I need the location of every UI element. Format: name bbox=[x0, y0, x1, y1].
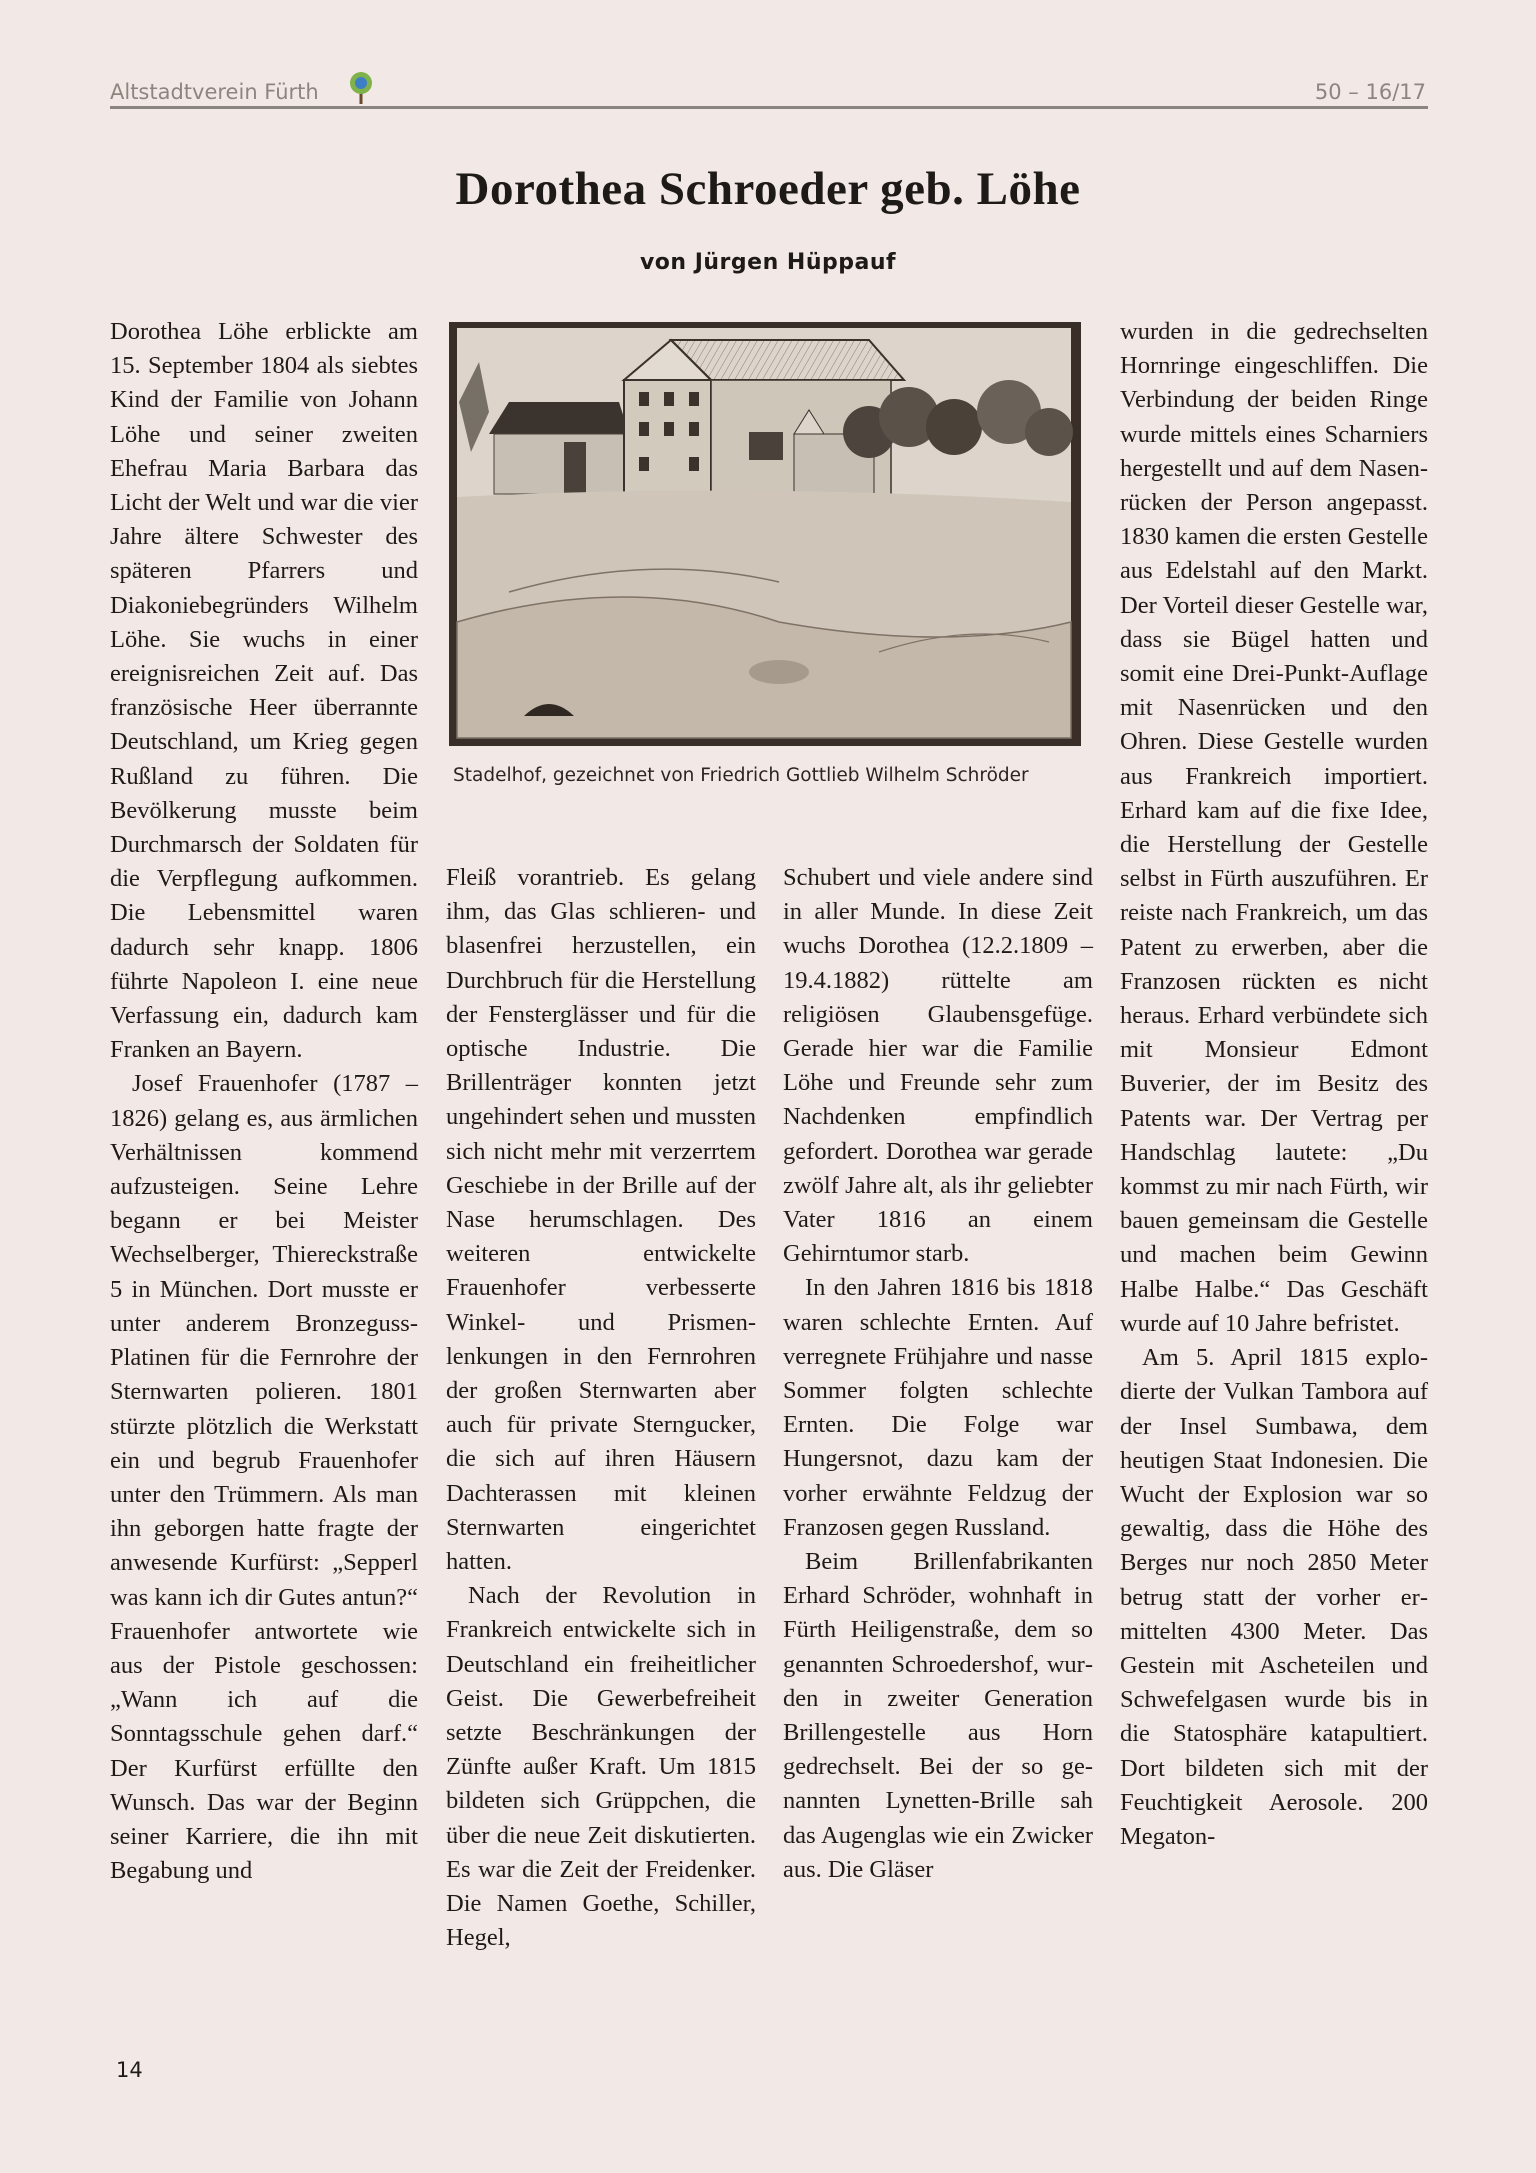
paragraph: Josef Frauenhofer (1787 – 1826) gelang es, aus ärmlichen Verhältnissen kommend aufzusteigen. Seine Lehre begann er bei Meister Wechselberger, Thiereckstraße 5 in München. Dort musste er unter anderem Bronzeguss-Platinen für die Fernrohre der Sternwarten polieren. 1801 stürzte plötzlich die Werkstatt ein und begrub Frauenhofer unter den Trümmern. Als man ihn geborgen hatte fragte der anwesende Kurfürst: „Sepperl was kann ich dir Gutes antun?“ Frauenhofer antwortete wie aus der Pistole geschossen: „Wann ich auf die Sonntagsschule gehen darf.“ Der Kurfürst erfüllte den Wunsch. Das war der Beginn seiner Karriere, die ihn mit Begabung und bbox=[110, 1070, 418, 1885]
header-divider bbox=[110, 106, 1428, 109]
paragraph: Dorothea Löhe erblickte am 15. September 1804 als siebtes Kind der Familie von Johann Löhe und seiner zweiten Ehefrau Maria Barbara das Licht der Welt und war die vier Jahre ältere Schwester des späteren Pfarrers und Diakoniebegründers Wilhelm Löhe. Sie wuchs in einer ereignisreichen Zeit auf. Das französische Heer überrannte Deutschland, um Krieg gegen Rußland zu führen. Die Bevölkerung musste beim Durchmarsch der Soldaten für die Verpflegung aufkommen. Die Lebensmittel waren dadurch sehr knapp. 1806 führte Napoleon I. eine neue Verfassung ein, dadurch kam Franken an Bayern. bbox=[110, 318, 418, 1064]
paragraph: Beim Brillenfabrikanten Erhard Schröder, wohnhaft in Fürth Heiligenstraße, dem so genannten Schroedershof, wurden in zweiter Generation Brillengestelle aus Horn gedrechselt. Bei der so genannten Lynetten-Brille sah das Augenglas wie ein Zwicker aus. Die Gläser bbox=[783, 1548, 1093, 1883]
paragraph: Am 5. April 1815 explodierte der Vulkan Tambora auf der Insel Sumbawa, dem heutigen Staat Indonesien. Die Wucht der Explosion war so gewaltig, dass die Höhe des Berges nur noch 2850 Meter betrug statt der vorher ermittelten 4300 Meter. Das Gestein mit Ascheteilen und Schwefelgasen wurde bis in die Statosphäre katapultiert. Dort bildeten sich mit der Feuchtigkeit Aerosole. 200 Megaton- bbox=[1120, 1344, 1428, 1850]
text-column-4 bbox=[1120, 315, 1428, 1854]
paragraph: wurden in die gedrechselten Hornringe eingeschliffen. Die Verbindung der beiden Ringe wurde mittels eines Scharniers hergestellt und auf dem Nasenrücken der Person angepasst. 1830 kamen die ersten Gestelle aus Edelstahl auf den Markt. Der Vorteil dieser Gestelle war, dass sie Bügel hatten und somit eine Drei-Punkt-Auflage mit Nasenrücken und den Ohren. Diese Gestelle wurden aus Frankreich importiert. Erhard kam auf die fixe Idee, die Herstellung der Gestelle selbst in Fürth auszuführen. Er reiste nach Frankreich, um das Patent zu erwerben, aber die Franzosen rückten es nicht heraus. Erhard verbündete sich mit Monsieur Edmont Buverier, der im Besitz des Patents war. Der Vertrag per Handschlag lautete: „Du kommst zu mir nach Fürth, wir bauen gemeinsam die Gestelle und machen beim Gewinn Halbe Halbe.“ Das Geschäft wurde auf 10 Jahre befristet. bbox=[1120, 318, 1428, 1337]
barn-roof bbox=[489, 402, 629, 434]
paragraph: Nach der Revolution in Frankreich entwickelte sich in Deutschland ein freiheitlicher Geist. Die Gewerbefreiheit setzte Beschränkungen der Zünfte außer Kraft. Um 1815 bildeten sich Grüppchen, die über die neue Zeit diskutierten. Es war die Zeit der Freidenker. Die Namen Goethe, Schiller, Hegel, bbox=[446, 1582, 756, 1952]
page-number: 14 bbox=[116, 2058, 143, 2082]
tree-logo-icon bbox=[345, 70, 377, 106]
paragraph: In den Jahren 1816 bis 1818 waren schlechte Ernten. Auf verregnete Frühjahre und nasse Sommer folgten schlechte Ernten. Die Folge war Hungersnot, dazu kam der vorher erwähnte Feldzug der Franzosen gegen Russland. bbox=[783, 1274, 1093, 1541]
text-column-1 bbox=[110, 315, 418, 1888]
paragraph: Fleiß vorantrieb. Es gelang ihm, das Glas schlieren- und blasenfrei herzustellen, ein Durchbruch für die Herstellung der Fensterglässer und für die optische Industrie. Die Brillenträger konnten jetzt ungehindert sehen und mussten sich nicht mehr mit verzerrtem Geschiebe in der Brille auf der Nase herumschlagen. Des weiteren entwickelte Frauenhofer verbesserte Winkel- und Prismenlenkungen in den Fernrohren der großen Sternwarten aber auch für private Sterngucker, die sich auf ihren Häusern Dachterassen mit kleinen Sternwarten eingerichtet hatten. bbox=[446, 864, 756, 1576]
stadelhof-drawing bbox=[449, 322, 1081, 746]
text-column-3 bbox=[783, 861, 1093, 1887]
publisher-name: Altstadtverein Fürth bbox=[110, 80, 319, 104]
article-title: Dorothea Schroeder geb. Löhe bbox=[455, 163, 1081, 215]
text-column-2 bbox=[446, 861, 756, 1956]
issue-number: 50 – 16/17 bbox=[1314, 80, 1426, 104]
main-roof bbox=[671, 340, 904, 380]
paragraph: Schubert und viele andere sind in aller Munde. In diese Zeit wuchs Dorothea (12.2.1809 – 19.4.1882) rüttelte am religiösen Glaubensgefüge. Gerade hier war die Familie Löhe und Freunde sehr zum Nachdenken empfindlich gefordert. Dorothea war gerade zwölf Jahre alt, als ihr geliebter Vater 1816 an einem Gehirntumor starb. bbox=[783, 864, 1093, 1268]
figure-caption: Stadelhof, gezeichnet von Friedrich Gottlieb Wilhelm Schröder bbox=[453, 765, 1029, 786]
article-byline: von Jürgen Hüppauf bbox=[639, 250, 897, 275]
